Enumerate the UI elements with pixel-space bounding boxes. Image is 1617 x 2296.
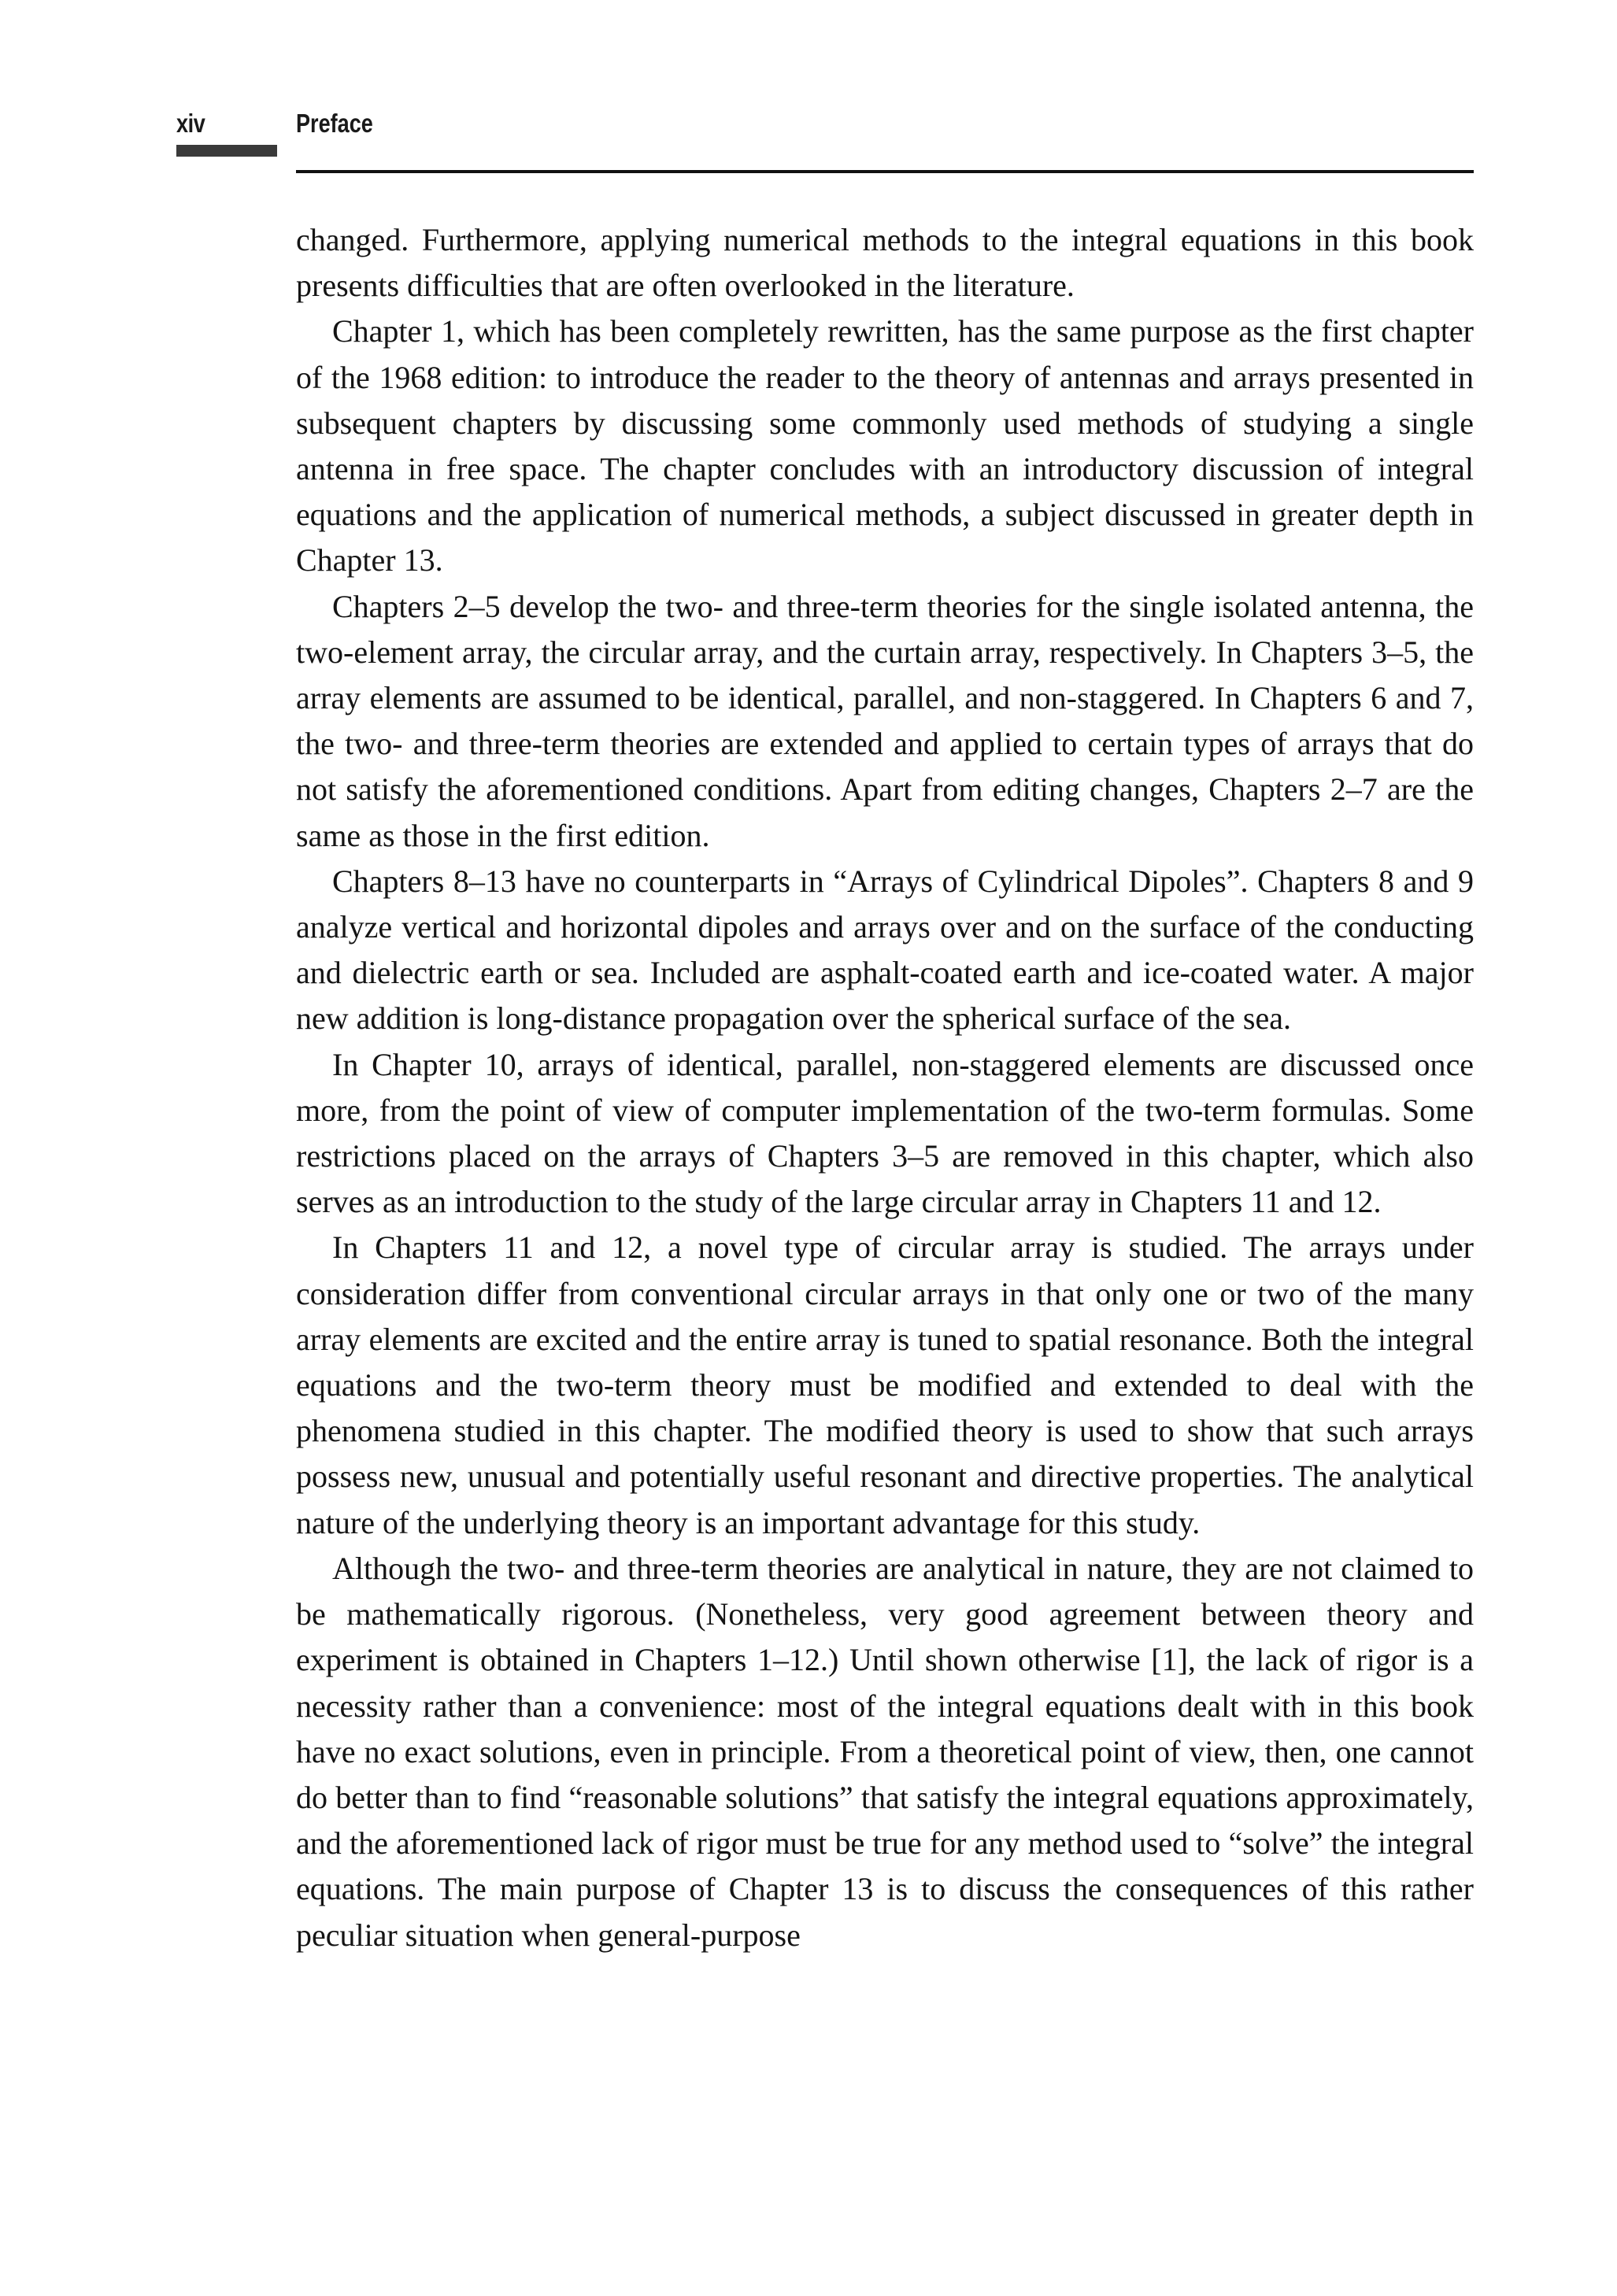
paragraph: Chapter 1, which has been completely rewritten, has the same purpose as the first chapter of the 1968 edition: to introduce the reader to the theory of antennas and arrays presented in subsequent chapters by discussing some commonly used methods of studying a single antenna in free space. The chapter concludes with an introductory discussion of integral equations and the application of numerical methods, a subject discussed in greater depth in Chapter 13.: [296, 313, 1474, 579]
header-rule: [296, 170, 1474, 173]
paragraph: Chapters 8–13 have no counterparts in “Arrays of Cylindrical Dipoles”. Chapters 8 and 9 analyze vertical and horizontal dipoles and arrays over and on the surface of the conducting and dielectric earth or sea. Included are asphalt-coated earth and ice-coated water. A major new addition is long-distance propagation over the spherical surface of the sea.: [296, 863, 1474, 1037]
paragraph: Although the two- and three-term theories are analytical in nature, they are not claimed to be mathematically rigorous. (Nonetheless, very good agreement between theory and experiment is obtained in Chapters 1–12.) Until shown otherwise [1], the lack of rigor is a necessity rather than a convenience: most of the integral equations dealt with in this book have no exact solutions, even in principle. From a theoretical point of view, then, one cannot do better than to find “reasonable solutions” that satisfy the integral equations approximately, and the aforementioned lack of rigor must be true for any method used to “solve” the integral equations. The main purpose of Chapter 13 is to discuss the consequences of this rather peculiar situation when general-purpose: [296, 1550, 1474, 1953]
running-header-title: Preface: [296, 109, 373, 138]
paragraph: In Chapter 10, arrays of identical, parallel, non-staggered elements are discussed once more, from the point of view of computer implementation of the two-term formulas. Some restrictions placed on the arrays of Chapters 3–5 are removed in this chapter, which also serves as an introduction to the study of the large circular array in Chapters 11 and 12.: [296, 1046, 1474, 1220]
paragraph-continued: changed. Furthermore, applying numerical methods to the integral equations in this book presents difficulties that are often overlooked in the literature.: [296, 222, 1474, 304]
paragraph: Chapters 2–5 develop the two- and three-term theories for the single isolated antenna, the two-element array, the circular array, and the curtain array, respectively. In Chapters 3–5, the array elements are assumed to be identical, parallel, and non-staggered. In Chapters 6 and 7, the two- and three-term theories are extended and applied to certain types of arrays that do not satisfy the aforementioned conditions. Apart from editing changes, Chapters 2–7 are the same as those in the first edition.: [296, 588, 1474, 853]
page-number: xiv: [176, 109, 205, 138]
header-bar: [176, 145, 277, 157]
paragraph: In Chapters 11 and 12, a novel type of circular array is studied. The arrays under consideration differ from conventional circular arrays in that only one or two of the many array elements are excited and the entire array is tuned to spatial resonance. Both the integral equations and the two-term theory must be modified and extended to deal with the phenomena studied in this chapter. The modified theory is used to show that such arrays possess new, unusual and potentially useful resonant and directive properties. The analytical nature of the underlying theory is an important advantage for this study.: [296, 1229, 1474, 1540]
body-text: [296, 217, 1474, 1958]
